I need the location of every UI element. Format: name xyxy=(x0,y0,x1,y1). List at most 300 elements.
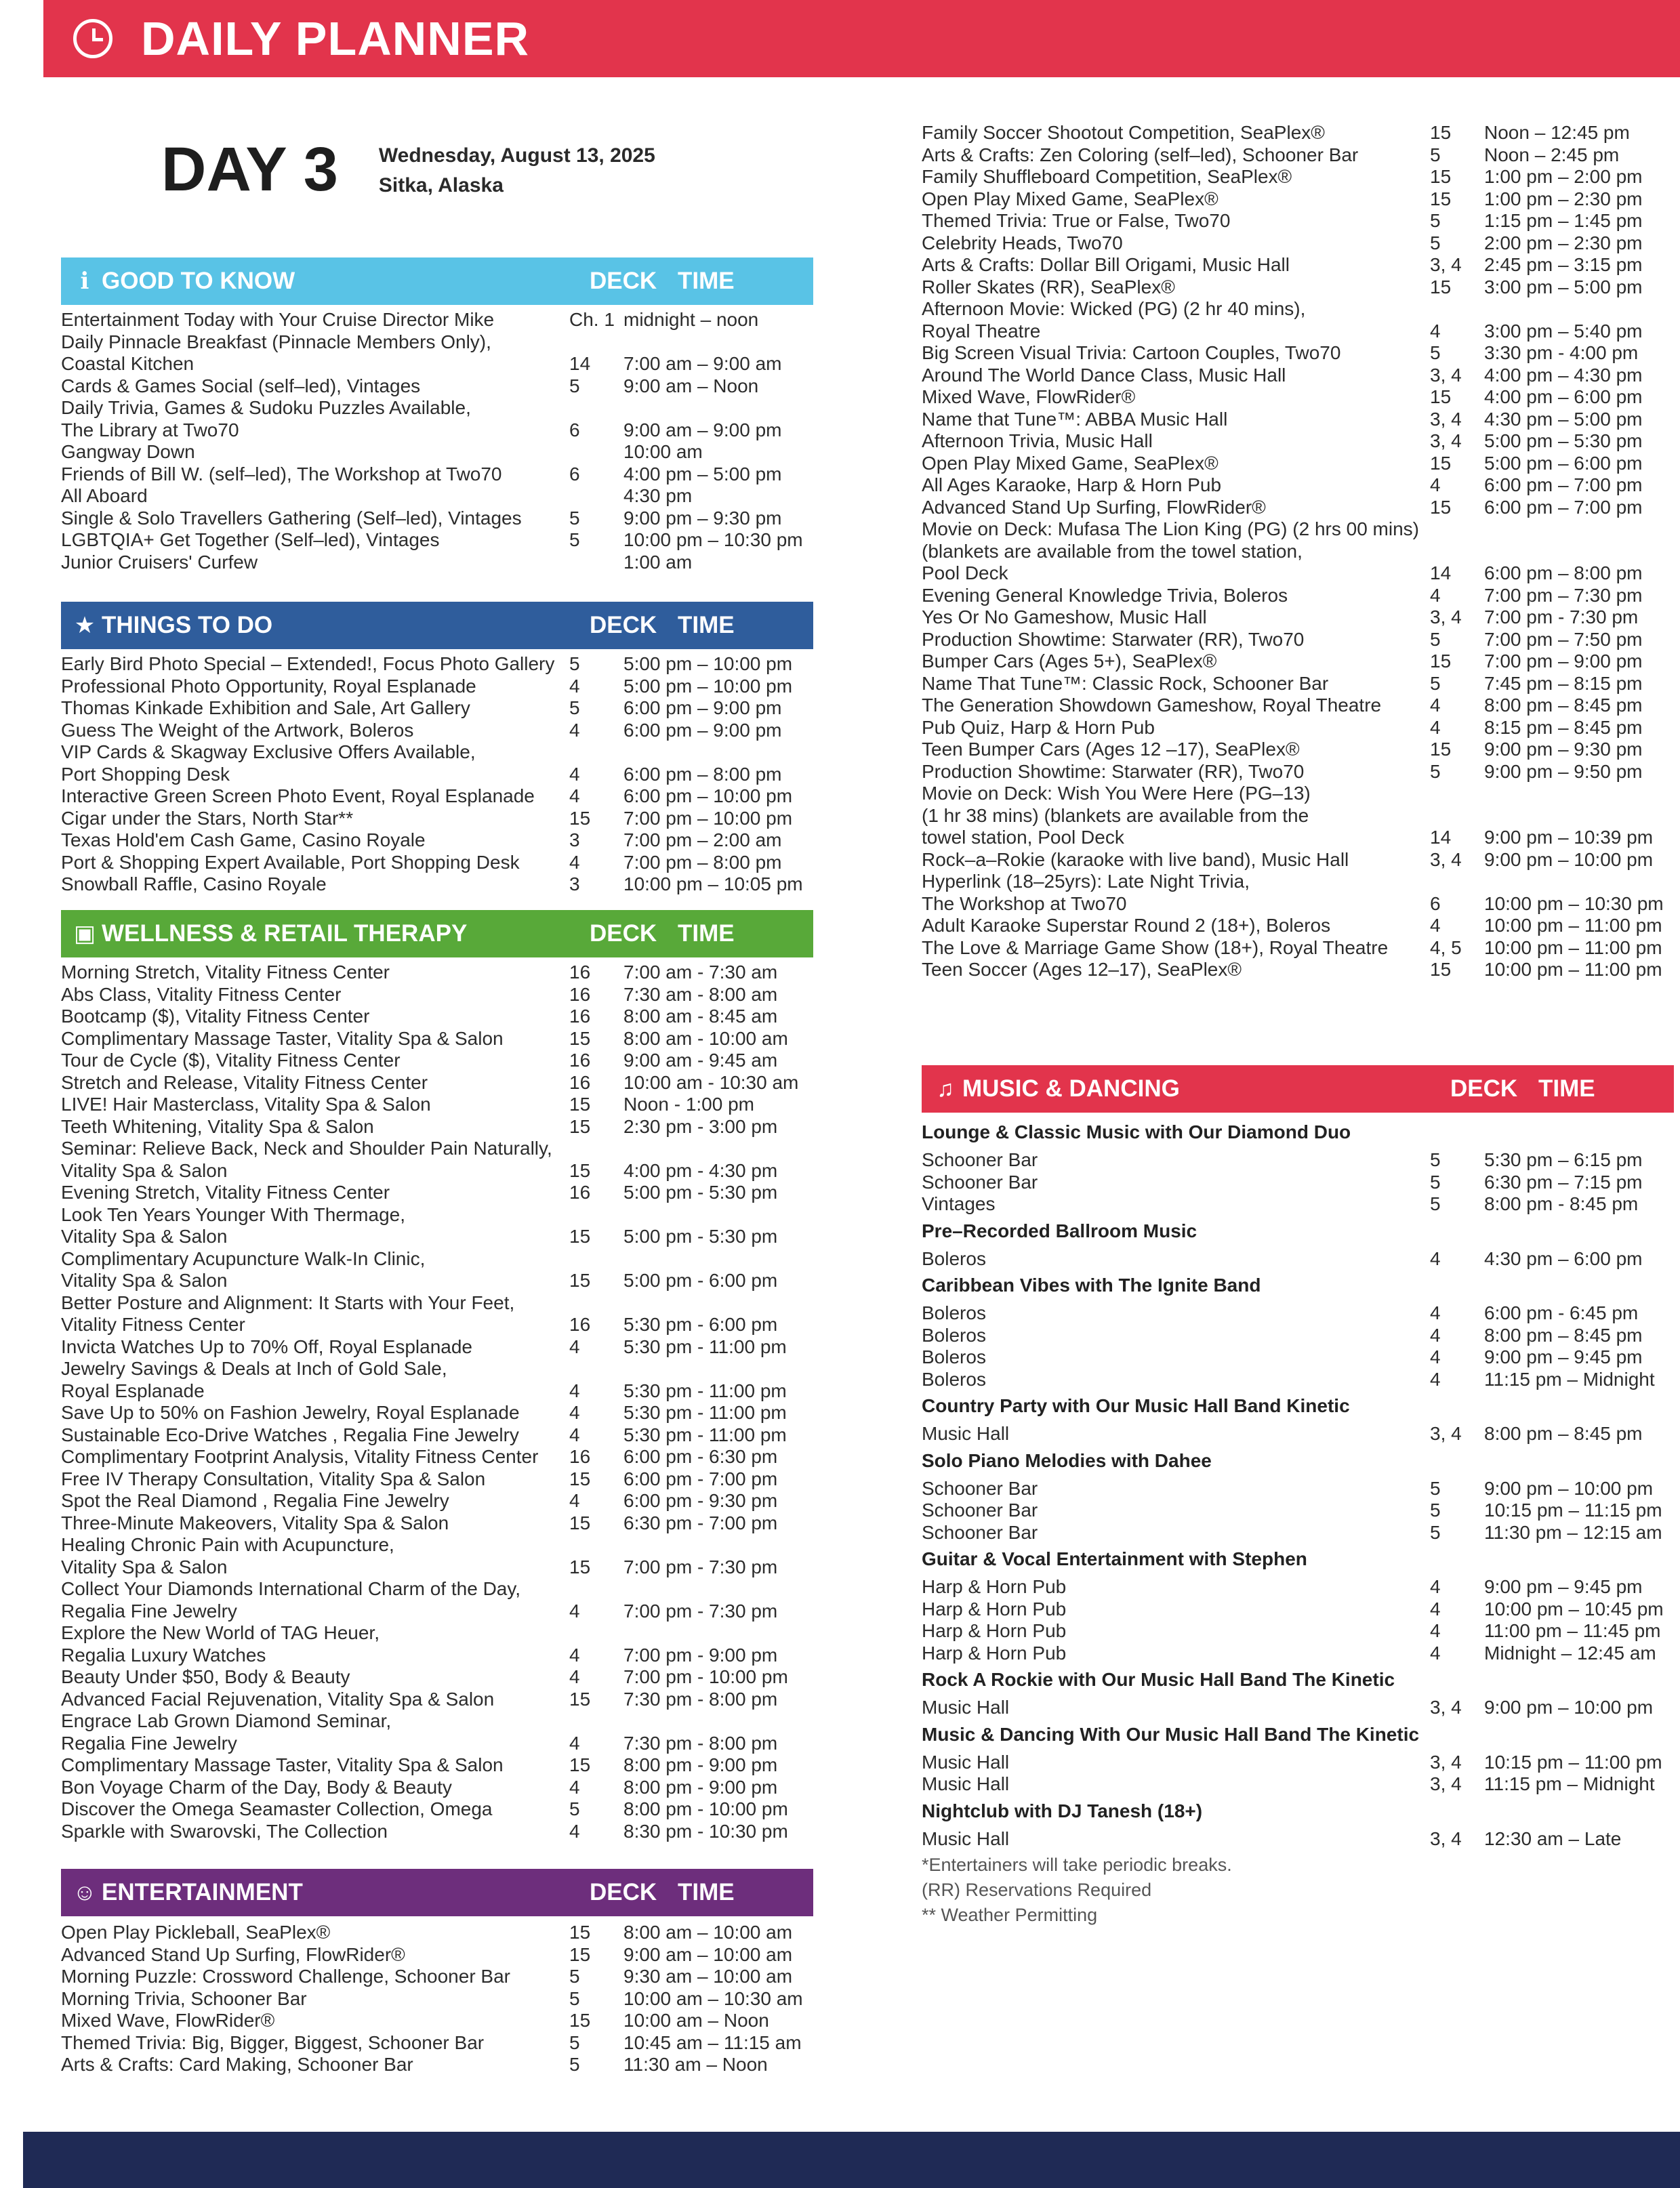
time-range: 7:00 pm - 7:30 pm xyxy=(623,1556,778,1577)
person-icon: ★ xyxy=(74,613,96,638)
deck-number: 3, 4 xyxy=(1430,848,1462,870)
time-range: 10:15 pm – 11:15 pm xyxy=(1484,1500,1662,1521)
deck-number: 16 xyxy=(569,1071,591,1093)
activity-name: Professional Photo Opportunity, Royal Esplanade xyxy=(61,675,476,697)
activity-name: Celebrity Heads, Two70 xyxy=(922,232,1123,253)
activity-name: Harp & Horn Pub xyxy=(922,1620,1067,1641)
schedule-row xyxy=(61,1754,813,1777)
activity-name: Advanced Stand Up Surfing, FlowRider® xyxy=(922,496,1266,518)
time-range: Midnight – 12:45 am xyxy=(1484,1642,1656,1664)
good_to_know-title: GOOD TO KNOW xyxy=(102,268,295,294)
deck-number: 4 xyxy=(1430,584,1441,606)
activity-name: Name that Tune™: ABBA Music Hall xyxy=(922,408,1228,430)
activity-name: Afternoon Trivia, Music Hall xyxy=(922,430,1153,451)
activity-name: Advanced Stand Up Surfing, FlowRider® xyxy=(61,1943,405,1965)
deck-number: 5 xyxy=(1430,1477,1441,1499)
deck-number: 15 xyxy=(569,1922,591,1943)
time-range: 10:00 pm – 11:00 pm xyxy=(1484,959,1662,980)
time-range: 10:00 pm – 10:45 pm xyxy=(1484,1598,1664,1619)
deck-number: 15 xyxy=(569,1270,591,1291)
deck-number: 4 xyxy=(1430,1247,1441,1269)
schedule-row xyxy=(922,430,1674,453)
deck-header: DECK xyxy=(1450,1075,1518,1102)
clock-icon xyxy=(73,19,112,58)
deck-number: 15 xyxy=(569,1556,591,1577)
schedule-row xyxy=(61,2032,813,2055)
time-range: 6:00 pm – 8:00 pm xyxy=(623,763,782,785)
activity-name: Afternoon Movie: Wicked (PG) (2 hr 40 mins), Royal Theatre xyxy=(922,298,1306,342)
bag-icon: ▣ xyxy=(73,921,96,947)
activity-name: Yes Or No Gameshow, Music Hall xyxy=(922,606,1207,627)
deck-number: 4 xyxy=(1430,1302,1441,1323)
deck-number: 4 xyxy=(569,851,580,873)
deck-number: 4 xyxy=(1430,1598,1441,1619)
time-range: 1:00 pm – 2:30 pm xyxy=(1484,188,1643,209)
footnotes xyxy=(922,1853,1674,1928)
deck-header: DECK xyxy=(590,268,657,294)
activity-name: Music Hall xyxy=(922,1828,1010,1849)
time-range: Noon - 1:00 pm xyxy=(623,1094,754,1115)
music-group xyxy=(922,1668,1674,1719)
schedule-row xyxy=(922,386,1674,409)
music-group-title: Solo Piano Melodies with Dahee xyxy=(922,1449,1212,1471)
deck-number: 4 xyxy=(569,1600,580,1622)
activity-name: Vintages xyxy=(922,1193,996,1214)
music-group-title: Pre–Recorded Ballroom Music xyxy=(922,1220,1197,1241)
time-range: 6:30 pm - 7:00 pm xyxy=(623,1512,778,1533)
activity-name: Seminar: Relieve Back, Neck and Shoulder Pain Naturally, Vitality Spa & Salon xyxy=(61,1138,552,1181)
schedule-row xyxy=(61,529,813,552)
activity-name: Advanced Facial Rejuvenation, Vitality Spa & Salon xyxy=(61,1688,495,1710)
activity-name: Schooner Bar xyxy=(922,1477,1038,1499)
activity-name: Mixed Wave, FlowRider® xyxy=(922,386,1136,407)
time-range: 9:00 am – 10:00 am xyxy=(623,1943,793,1965)
deck-number: 4 xyxy=(1430,474,1441,495)
time-range: 11:15 pm – Midnight xyxy=(1484,1773,1655,1794)
activity-name: Open Play Mixed Game, SeaPlex® xyxy=(922,188,1218,209)
schedule-row xyxy=(61,1050,813,1072)
activity-name: Snowball Raffle, Casino Royale xyxy=(61,873,327,894)
music-group xyxy=(922,1723,1674,1796)
deck-number: 3 xyxy=(569,873,580,894)
time-range: 6:00 pm – 10:00 pm xyxy=(623,785,793,806)
activity-name: Daily Trivia, Games & Sudoku Puzzles Available, The Library at Two70 xyxy=(61,397,471,440)
schedule-row xyxy=(61,808,813,830)
schedule-row xyxy=(922,1346,1674,1369)
deck-number: 5 xyxy=(1430,1500,1441,1521)
deck-number: 16 xyxy=(569,1446,591,1467)
activity-name: Early Bird Photo Special – Extended!, Focus Photo Gallery xyxy=(61,653,555,674)
deck-number: 4 xyxy=(1430,1346,1441,1367)
deck-number: 5 xyxy=(1430,210,1441,231)
schedule-row xyxy=(922,409,1674,431)
music-group xyxy=(922,1395,1674,1445)
schedule-row xyxy=(922,1773,1674,1796)
deck-number: 4 xyxy=(1430,1576,1441,1597)
music-group xyxy=(922,1800,1674,1851)
time-range: 8:15 pm – 8:45 pm xyxy=(1484,716,1643,738)
time-range: 10:00 am – 10:30 am xyxy=(623,1987,803,2009)
activity-name: VIP Cards & Skagway Exclusive Offers Available, Port Shopping Desk xyxy=(61,741,476,785)
deck-number: 5 xyxy=(569,1966,580,1987)
activity-name: Single & Solo Travellers Gathering (Self–led), Vintages xyxy=(61,507,522,529)
deck-number: 15 xyxy=(1430,276,1452,297)
activity-name: Evening Stretch, Vitality Fitness Center xyxy=(61,1182,390,1203)
time-range: 5:30 pm - 11:00 pm xyxy=(623,1402,787,1423)
time-range: 7:00 pm - 7:30 pm xyxy=(623,1600,778,1622)
day-header xyxy=(161,129,655,210)
activity-name: Boleros xyxy=(922,1346,986,1367)
deck-number: 6 xyxy=(569,463,580,484)
schedule-row xyxy=(61,1028,813,1050)
schedule-row xyxy=(61,1094,813,1116)
deck-number: 3, 4 xyxy=(1430,430,1462,451)
wellness-section xyxy=(61,910,813,1842)
schedule-row xyxy=(61,962,813,984)
deck-number: 5 xyxy=(569,1987,580,2009)
activity-name: LGBTQIA+ Get Together (Self–led), Vintages xyxy=(61,529,440,550)
music-group-title: Music & Dancing With Our Music Hall Band The Kinetic xyxy=(922,1723,1420,1745)
schedule-row xyxy=(922,166,1674,188)
schedule-list xyxy=(922,1243,1674,1271)
activity-name: Explore the New World of TAG Heuer, Regalia Luxury Watches xyxy=(61,1622,380,1666)
deck-number: 3 xyxy=(569,829,580,850)
time-range: 10:00 am – Noon xyxy=(623,2010,769,2031)
deck-number: 3, 4 xyxy=(1430,1423,1462,1444)
deck-number: 5 xyxy=(1430,1521,1441,1543)
activity-name: Family Shuffleboard Competition, SeaPlex® xyxy=(922,166,1292,187)
activity-name: Teeth Whitening, Vitality Spa & Salon xyxy=(61,1115,374,1137)
activity-name: Bootcamp ($), Vitality Fitness Center xyxy=(61,1006,370,1027)
time-range: 7:00 pm – 8:00 pm xyxy=(623,851,782,873)
time-range: 7:00 pm - 9:00 pm xyxy=(623,1644,778,1666)
deck-number: 3, 4 xyxy=(1430,1773,1462,1794)
info-icon: ℹ xyxy=(80,268,89,294)
time-range: 7:00 pm – 2:00 am xyxy=(623,829,782,850)
day-date: Wednesday, August 13, 2025 xyxy=(378,144,655,167)
schedule-row xyxy=(61,1402,813,1424)
schedule-list xyxy=(61,957,813,1842)
footnote: *Entertainers will take periodic breaks. xyxy=(922,1855,1232,1875)
time-range: 5:00 pm - 5:30 pm xyxy=(623,1182,778,1203)
schedule-row xyxy=(61,1666,813,1689)
schedule-row xyxy=(922,695,1674,717)
deck-number: 3, 4 xyxy=(1430,1828,1462,1849)
activity-name: Boleros xyxy=(922,1247,986,1269)
time-range: Noon – 12:45 pm xyxy=(1484,122,1630,143)
schedule-row xyxy=(922,915,1674,937)
time-range: 10:00 pm – 11:00 pm xyxy=(1484,936,1662,958)
time-range: 10:00 pm – 11:00 pm xyxy=(1484,915,1662,936)
time-range: 10:00 pm – 10:05 pm xyxy=(623,873,803,894)
schedule-row xyxy=(61,852,813,874)
schedule-list xyxy=(922,1418,1674,1445)
time-range: 2:30 pm - 3:00 pm xyxy=(623,1115,778,1137)
deck-number: 16 xyxy=(569,1182,591,1203)
time-range: 11:30 am – Noon xyxy=(623,2054,768,2075)
schedule-list xyxy=(922,1472,1674,1544)
deck-number: 5 xyxy=(569,653,580,674)
schedule-row xyxy=(61,1821,813,1843)
activity-name: Three-Minute Makeovers, Vitality Spa & Salon xyxy=(61,1512,449,1533)
deck-number: 4 xyxy=(569,1776,580,1798)
time-range: 5:30 pm – 6:15 pm xyxy=(1484,1149,1643,1170)
schedule-row xyxy=(61,1138,813,1182)
time-range: 6:00 pm - 6:45 pm xyxy=(1484,1302,1639,1323)
activity-name: Arts & Crafts: Dollar Bill Origami, Music Hall xyxy=(922,254,1290,275)
activity-name: Complimentary Massage Taster, Vitality Spa & Salon xyxy=(61,1027,504,1049)
time-header: TIME xyxy=(678,612,735,638)
schedule-row xyxy=(922,1248,1674,1271)
good_to_know-header xyxy=(61,257,813,305)
schedule-row xyxy=(922,1500,1674,1522)
deck-number: 5 xyxy=(1430,1149,1441,1170)
deck-number: 3, 4 xyxy=(1430,408,1462,430)
wellness-title: WELLNESS & RETAIL THERAPY xyxy=(102,920,468,947)
deck-number: 4 xyxy=(569,1490,580,1511)
entertainment-header xyxy=(61,1869,813,1916)
time-header: TIME xyxy=(678,268,735,294)
deck-number: 15 xyxy=(569,1226,591,1247)
time-range: 7:00 am - 7:30 am xyxy=(623,962,778,983)
deck-number: 15 xyxy=(1430,188,1452,209)
daily-planner-banner xyxy=(43,0,1680,77)
things-to-do-section xyxy=(61,602,813,896)
music-dancing-section xyxy=(922,1065,1674,1928)
time-range: 9:00 am - 9:45 am xyxy=(623,1050,778,1071)
schedule-row xyxy=(922,298,1674,342)
activity-name: The Generation Showdown Gameshow, Royal Theatre xyxy=(922,695,1382,716)
activity-name: Themed Trivia: True or False, Two70 xyxy=(922,210,1231,231)
deck-number: 16 xyxy=(569,983,591,1005)
time-range: 9:00 pm – 9:50 pm xyxy=(1484,760,1643,782)
music-group xyxy=(922,1548,1674,1664)
deck-number: 15 xyxy=(569,807,591,829)
activity-name: Teen Bumper Cars (Ages 12 –17), SeaPlex® xyxy=(922,739,1300,760)
schedule-row xyxy=(61,1468,813,1491)
activity-name: All Ages Karaoke, Harp & Horn Pub xyxy=(922,474,1222,495)
schedule-row xyxy=(61,1689,813,1711)
schedule-row xyxy=(922,1576,1674,1598)
schedule-row xyxy=(922,1643,1674,1665)
time-range: 9:00 am – 9:00 pm xyxy=(623,419,782,440)
time-range: Noon – 2:45 pm xyxy=(1484,144,1620,165)
schedule-row xyxy=(922,783,1674,849)
schedule-list xyxy=(61,649,813,896)
music-group-title: Guitar & Vocal Entertainment with Stephen xyxy=(922,1548,1307,1569)
schedule-row xyxy=(922,673,1674,695)
deck-number: 14 xyxy=(1430,827,1452,848)
deck-number: 3, 4 xyxy=(1430,254,1462,275)
deck-number: 5 xyxy=(1430,1193,1441,1214)
deck-number: 5 xyxy=(569,1798,580,1819)
schedule-row xyxy=(61,1922,813,1944)
banner-title: DAILY PLANNER xyxy=(141,12,530,65)
activity-name: Junior Cruisers' Curfew xyxy=(61,551,258,573)
time-range: 7:00 pm – 10:00 pm xyxy=(623,807,793,829)
time-range: 4:00 pm – 6:00 pm xyxy=(1484,386,1643,407)
deck-number: 15 xyxy=(1430,739,1452,760)
deck-number: 5 xyxy=(569,2054,580,2075)
activity-name: Cigar under the Stars, North Star** xyxy=(61,807,354,829)
deck-header: DECK xyxy=(590,1879,657,1905)
schedule-row xyxy=(922,1828,1674,1851)
footnote: ** Weather Permitting xyxy=(922,1905,1098,1925)
deck-number: 15 xyxy=(569,1115,591,1137)
activity-name: Music Hall xyxy=(922,1423,1010,1444)
time-range: 6:00 pm - 9:30 pm xyxy=(623,1490,778,1511)
deck-number: 15 xyxy=(569,1688,591,1710)
deck-number: 15 xyxy=(569,1027,591,1049)
schedule-row xyxy=(61,741,813,785)
time-range: 8:00 pm - 9:00 pm xyxy=(623,1776,778,1798)
time-range: 4:00 pm - 4:30 pm xyxy=(623,1159,778,1181)
schedule-row xyxy=(61,331,813,375)
deck-number: 4 xyxy=(569,1336,580,1357)
activity-name: Abs Class, Vitality Fitness Center xyxy=(61,983,342,1005)
activity-name: Jewelry Savings & Deals at Inch of Gold Sale, Royal Esplanade xyxy=(61,1358,447,1401)
schedule-row xyxy=(922,1193,1674,1216)
activity-name: Free IV Therapy Consultation, Vitality Spa & Salon xyxy=(61,1468,486,1489)
schedule-list xyxy=(922,117,1674,981)
schedule-row xyxy=(61,676,813,698)
schedule-row xyxy=(922,254,1674,276)
activity-name: Beauty Under $50, Body & Beauty xyxy=(61,1666,350,1687)
schedule-row xyxy=(922,1302,1674,1325)
activity-name: Morning Puzzle: Crossword Challenge, Schooner Bar xyxy=(61,1966,510,1987)
activity-name: Big Screen Visual Trivia: Cartoon Couples, Two70 xyxy=(922,342,1341,363)
activity-name: Music Hall xyxy=(922,1697,1010,1718)
deck-number: 4 xyxy=(569,1666,580,1687)
schedule-row xyxy=(61,653,813,676)
deck-number: 6 xyxy=(1430,892,1441,914)
music-group-title: Country Party with Our Music Hall Band Kinetic xyxy=(922,1395,1350,1416)
deck-number: 4 xyxy=(569,1424,580,1445)
activity-name: The Love & Marriage Game Show (18+), Royal Theatre xyxy=(922,936,1389,958)
schedule-row xyxy=(61,1578,813,1622)
entertainment-section xyxy=(61,1869,813,2076)
deck-number: 4 xyxy=(1430,1368,1441,1390)
schedule-row xyxy=(61,1204,813,1248)
activity-name: Better Posture and Alignment: It Starts with Your Feet, Vitality Fitness Center xyxy=(61,1292,515,1335)
deck-number: 4 xyxy=(1430,716,1441,738)
activity-name: Bumper Cars (Ages 5+), SeaPlex® xyxy=(922,651,1217,672)
schedule-row xyxy=(61,375,813,398)
activity-name: Sparkle with Swarovski, The Collection xyxy=(61,1820,388,1842)
schedule-list xyxy=(61,305,813,573)
time-range: 4:30 pm – 5:00 pm xyxy=(1484,408,1643,430)
schedule-row xyxy=(922,1598,1674,1621)
activity-name: Sustainable Eco-Drive Watches , Regalia Fine Jewelry xyxy=(61,1424,519,1445)
time-range: 9:30 am – 10:00 am xyxy=(623,1966,793,1987)
activity-name: Hyperlink (18–25yrs): Late Night Trivia, The Workshop at Two70 xyxy=(922,871,1250,914)
schedule-row xyxy=(61,1622,813,1666)
time-range: 8:00 pm – 8:45 pm xyxy=(1484,695,1643,716)
activity-name: Boleros xyxy=(922,1324,986,1346)
activity-name: Gangway Down xyxy=(61,441,195,462)
activity-name: Save Up to 50% on Fashion Jewelry, Royal Esplanade xyxy=(61,1402,520,1423)
deck-header: DECK xyxy=(590,920,657,947)
schedule-row xyxy=(61,1248,813,1292)
schedule-list xyxy=(922,1571,1674,1664)
activity-name: Roller Skates (RR), SeaPlex® xyxy=(922,276,1175,297)
music-group xyxy=(922,1220,1674,1271)
activity-name: Boleros xyxy=(922,1302,986,1323)
schedule-list xyxy=(61,1916,813,2076)
deck-number: 5 xyxy=(1430,672,1441,694)
schedule-row xyxy=(922,849,1674,871)
time-range: 8:00 am – 10:00 am xyxy=(623,1922,793,1943)
schedule-row xyxy=(922,1325,1674,1347)
wellness-header xyxy=(61,910,813,957)
schedule-row xyxy=(922,651,1674,673)
deck-number: 4 xyxy=(569,763,580,785)
activity-name: Schooner Bar xyxy=(922,1171,1038,1193)
deck-number: 4 xyxy=(569,675,580,697)
activity-name: LIVE! Hair Masterclass, Vitality Spa & Salon xyxy=(61,1094,431,1115)
schedule-row xyxy=(922,585,1674,607)
time-range: 8:00 am - 10:00 am xyxy=(623,1027,788,1049)
time-range: 4:00 pm – 4:30 pm xyxy=(1484,364,1643,386)
deck-number: 4 xyxy=(569,1644,580,1666)
music-group-title: Lounge & Classic Music with Our Diamond Duo xyxy=(922,1121,1351,1142)
time-range: 6:00 pm – 7:00 pm xyxy=(1484,474,1643,495)
time-range: 9:00 pm – 10:39 pm xyxy=(1484,827,1654,848)
time-range: 7:30 am - 8:00 am xyxy=(623,983,778,1005)
activity-name: Name That Tune™: Classic Rock, Schooner Bar xyxy=(922,672,1329,694)
schedule-row xyxy=(922,518,1674,585)
schedule-row xyxy=(61,309,813,331)
day-info xyxy=(379,141,655,201)
time-range: 5:00 pm – 10:00 pm xyxy=(623,653,793,674)
time-range: 7:00 pm – 7:30 pm xyxy=(1484,584,1643,606)
time-range: 5:30 pm - 11:00 pm xyxy=(623,1424,787,1445)
time-range: 8:00 pm - 9:00 pm xyxy=(623,1754,778,1775)
music-groups xyxy=(922,1113,1674,1928)
deck-number: 16 xyxy=(569,1314,591,1335)
things_to_do-title: THINGS TO DO xyxy=(102,612,273,638)
deck-number: 5 xyxy=(1430,342,1441,363)
time-range: 9:00 pm – 9:30 pm xyxy=(623,507,782,529)
deck-number: 4 xyxy=(1430,695,1441,716)
time-range: 10:00 pm – 10:30 pm xyxy=(623,529,803,550)
day-place: Sitka, Alaska xyxy=(378,174,504,197)
schedule-row xyxy=(61,829,813,852)
time-range: 5:00 pm - 5:30 pm xyxy=(623,1226,778,1247)
deck-number: 4 xyxy=(569,1380,580,1401)
activity-name: Themed Trivia: Big, Bigger, Biggest, Schooner Bar xyxy=(61,2031,485,2053)
schedule-row xyxy=(922,871,1674,915)
schedule-row xyxy=(922,739,1674,761)
time-range: 6:00 pm - 6:30 pm xyxy=(623,1446,778,1467)
activity-name: Engrace Lab Grown Diamond Seminar, Regalia Fine Jewelry xyxy=(61,1710,392,1754)
schedule-row xyxy=(922,1697,1674,1719)
activity-name: Look Ten Years Younger With Thermage, Vitality Spa & Salon xyxy=(61,1203,405,1247)
activity-name: Music Hall xyxy=(922,1751,1010,1773)
deck-number: 5 xyxy=(569,697,580,718)
deck-number: 15 xyxy=(569,1512,591,1533)
activity-name: Harp & Horn Pub xyxy=(922,1642,1067,1664)
time-range: 2:45 pm – 3:15 pm xyxy=(1484,254,1643,275)
schedule-row xyxy=(61,1710,813,1754)
time-range: 4:00 pm – 5:00 pm xyxy=(623,463,782,484)
activity-name: Adult Karaoke Superstar Round 2 (18+), Boleros xyxy=(922,915,1331,936)
time-range: 6:00 pm - 7:00 pm xyxy=(623,1468,778,1489)
music-group xyxy=(922,1274,1674,1390)
schedule-row xyxy=(922,474,1674,497)
time-range: 11:30 pm – 12:15 am xyxy=(1484,1521,1662,1543)
schedule-list xyxy=(922,1144,1674,1216)
